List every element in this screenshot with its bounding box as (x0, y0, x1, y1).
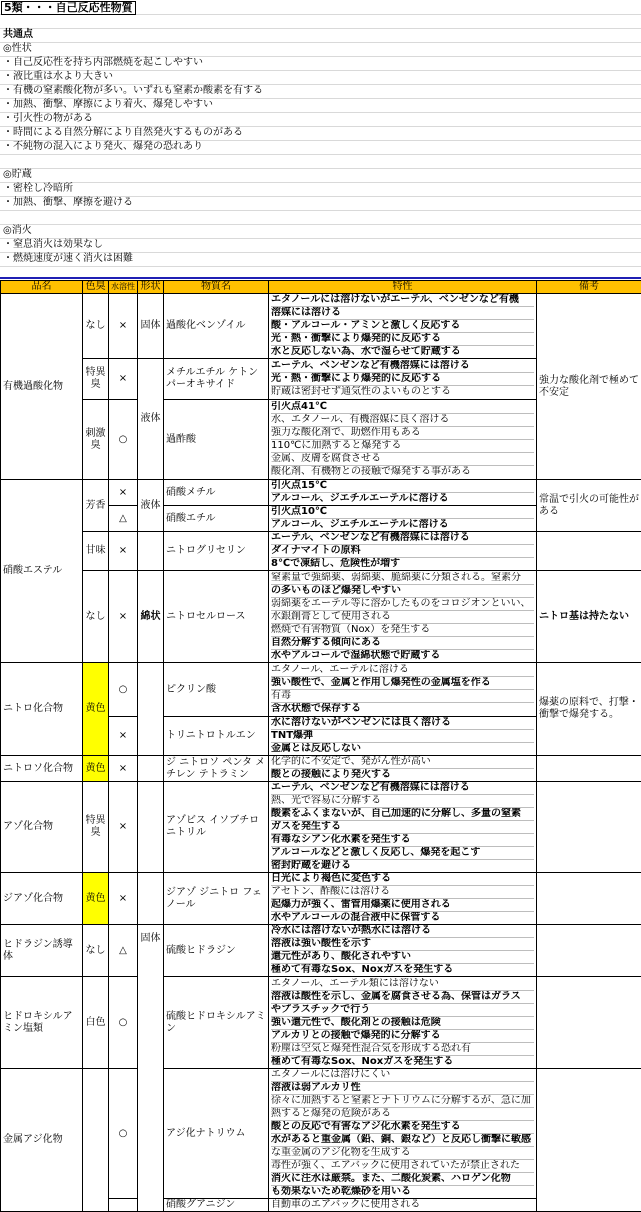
color-cell (83, 1069, 109, 1212)
color-cell: 黄色 (83, 663, 109, 756)
traits-cell (269, 1069, 537, 1199)
trait-line: 還元性があり、酸化されやすい (271, 951, 534, 964)
color-cell: なし (83, 571, 109, 663)
property-line: ・加熱、衝撃、摩擦により着火、爆発しやすい (3, 99, 213, 111)
trait-line: 密封貯蔵を避ける (271, 860, 534, 872)
shape-cell (138, 663, 164, 756)
shape-cell (138, 873, 164, 925)
color-cell: 黄色 (83, 873, 109, 925)
color-cell: 白色 (83, 977, 109, 1069)
traits-cell (269, 294, 537, 359)
substance-cell: 硝酸メチル (164, 480, 269, 506)
trait-line: エタノールには溶けないがエーテル、ベンゼンなど有機 (271, 294, 534, 307)
trait-line: 粉塵は空気と爆発性混合気を形成する恐れ有 (271, 1043, 534, 1056)
trait-line: 溶液は弱アルカリ性 (271, 1082, 534, 1095)
extinguish-line: ・窒息消火は効果なし (3, 239, 103, 251)
table-row (1, 1069, 641, 1199)
common-heading: 共通点 (3, 29, 33, 41)
trait-line: 強い酸性で、金属と作用し爆発性の金属塩を作る (271, 677, 534, 690)
header-shape: 形状 (138, 281, 164, 294)
shape-cell (138, 532, 164, 571)
traits-cell (269, 1199, 537, 1212)
trait-line: な重金属のアジ化物を生成する (271, 1147, 534, 1160)
table-row (1, 480, 641, 506)
trait-line: 貯蔵は密封せず通気性のよいものとする (271, 386, 534, 398)
solubility-cell: × (109, 571, 138, 663)
color-cell: 刺激臭 (83, 400, 109, 480)
storage-line: ・密栓し冷暗所 (3, 183, 73, 195)
remark-cell: 常温で引火の可能性がある (537, 480, 641, 532)
trait-line: 水と反応しない為、水で湿らせて貯蔵する (271, 346, 534, 358)
shape-cell (138, 756, 164, 782)
trait-line: ダイナマイトの原料 (271, 545, 534, 558)
trait-line: も効果ないため乾燥砂を用いる (271, 1186, 534, 1198)
property-line: ・引火性の物がある (3, 113, 93, 125)
substance-cell: トリニトロトルエン (164, 717, 269, 756)
trait-line: 含水状態で保存する (271, 703, 534, 715)
color-cell: 特異臭 (83, 359, 109, 400)
traits-cell (269, 663, 537, 717)
remark-cell (537, 756, 641, 782)
remark-cell: 爆薬の原料で、打撃・衝撃で爆発する。 (537, 663, 641, 756)
trait-line: 溶液は酸性を示し、金属を腐食させる為、保管はガラス (271, 991, 534, 1004)
shape-cell: 液体 (138, 480, 164, 532)
remark-cell (537, 1069, 641, 1212)
substance-cell: アジ化ナトリウム (164, 1069, 269, 1199)
solubility-cell: × (109, 480, 138, 506)
trait-line: 極めて有毒なSox、Noxガスを発生する (271, 1056, 534, 1068)
trait-line: ガスを発生する (271, 821, 534, 834)
color-cell: なし (83, 294, 109, 359)
substance-cell: 硫酸ヒドラジン (164, 925, 269, 977)
trait-line: 水、エタノール、有機溶媒に良く溶ける (271, 414, 534, 427)
solubility-cell: × (109, 717, 138, 756)
table-row (1, 571, 641, 663)
color-cell: 特異臭 (83, 782, 109, 873)
trait-line: 熱、光で容易に分解する (271, 795, 534, 808)
trait-line: 消火に注水は厳禁。また、二酸化炭素、ハロゲン化物 (271, 1173, 534, 1186)
substance-cell: 過酢酸 (164, 400, 269, 480)
properties-heading: ◎性状 (3, 43, 32, 55)
trait-line: 徐々に加熱すると窒素とナトリウムに分解するが、急に加 (271, 1095, 534, 1108)
traits-cell (269, 717, 537, 756)
trait-line: エタノール、エーテルに溶ける (271, 664, 534, 677)
extinguish-heading: ◎消火 (3, 225, 32, 237)
trait-line: 自然分解する傾向にある (271, 637, 534, 650)
substance-cell: 硫酸ヒドロキシルアミン (164, 977, 269, 1069)
substance-cell: 硝酸エチル (164, 506, 269, 532)
trait-line: 光・熱・衝撃により爆発的に反応する (271, 333, 534, 346)
trait-line: 毒性が強く、エアバックに使用されていたが禁止された (271, 1160, 534, 1173)
traits-cell (269, 480, 537, 506)
category-cell: ヒドロキシルアミン塩類 (1, 977, 83, 1069)
remark-cell: 強力な酸化剤で極めて不安定 (537, 294, 641, 480)
property-line: ・不純物の混入により発火、爆発の恐れあり (3, 141, 203, 153)
header-traits: 特性 (269, 281, 537, 294)
trait-line: 110℃に加熱すると爆発する (271, 440, 534, 453)
trait-line: 弱綿薬をエーテル等に溶かしたものをコロジオンといい、 (271, 598, 534, 611)
substance-cell: ニトロセルロース (164, 571, 269, 663)
substance-cell: ピクリン酸 (164, 663, 269, 717)
category-cell: アゾ化合物 (1, 782, 83, 873)
trait-line: 酸との反応で有害なアジ化水素を発生する (271, 1121, 534, 1134)
category-cell: 有機過酸化物 (1, 294, 83, 480)
sheet-title: 5類・・・自己反応性物質 (1, 1, 136, 15)
color-cell: 芳香 (83, 480, 109, 532)
trait-line: アセトン、酢酸には溶ける (271, 886, 534, 899)
solubility-cell: ○ (109, 977, 138, 1069)
solubility-cell: × (109, 782, 138, 873)
trait-line: 金属、皮膚を腐食させる (271, 453, 534, 466)
category-cell: ニトロソ化合物 (1, 756, 83, 782)
traits-cell (269, 400, 537, 480)
trait-line: 引火点10℃ (271, 506, 534, 519)
trait-line: 8℃で凍結し、危険性が増す (271, 558, 534, 570)
extinguish-line: ・燃焼速度が速く消火は困難 (3, 253, 133, 265)
trait-line: 有毒 (271, 690, 534, 703)
header-category: 品名 (1, 281, 83, 294)
remark-cell: ニトロ基は持たない (537, 571, 641, 663)
table-row (1, 756, 641, 782)
traits-cell (269, 756, 537, 782)
solubility-cell: × (109, 532, 138, 571)
trait-line: 水があると重金属（鉛、銅、銀など）と反応し衝撃に敏感 (271, 1134, 534, 1147)
trait-line: 溶媒には溶ける (271, 307, 534, 320)
substance-cell: アゾビス イソブチロ ニトリル (164, 782, 269, 873)
color-cell: 黄色 (83, 756, 109, 782)
solubility-cell: × (109, 294, 138, 359)
substance-cell: ジ ニトロソ ペンタ メチレン テトラミン (164, 756, 269, 782)
property-line: ・有機の窒素酸化物が多い。いずれも窒素か酸素を有する (3, 85, 263, 97)
substance-cell: 過酸化ベンゾイル (164, 294, 269, 359)
header-color-odor: 色臭 (83, 281, 109, 294)
trait-line: 酸化剤、有機物との接触で爆発する事がある (271, 466, 534, 478)
trait-line: 酸素をふくまないが、自己加速的に分解し、多量の窒素 (271, 808, 534, 821)
solubility-cell (109, 1199, 138, 1212)
trait-line: エーテル、ベンゼンなど有機溶媒には溶ける (271, 360, 534, 373)
property-line: ・液比重は水より大きい (3, 71, 113, 83)
table-row (1, 663, 641, 717)
traits-cell (269, 925, 537, 977)
substance-cell: メチルエチル ケトン パーオキサイド (164, 359, 269, 400)
shape-cell: 綿状 (138, 571, 164, 663)
trait-line: 化学的に不安定で、発がん性が高い (271, 756, 534, 769)
color-cell: なし (83, 925, 109, 977)
trait-line: TNT爆弾 (271, 730, 534, 743)
category-cell: 硝酸エステル (1, 480, 83, 663)
trait-line: 金属とは反応しない (271, 743, 534, 755)
category-cell: 金属アジ化物 (1, 1069, 83, 1212)
shape-cell: 固体 (138, 294, 164, 359)
trait-line: エーテル、ベンゼンなど有機溶媒には溶ける (271, 532, 534, 545)
trait-line: 強い還元性で、酸化剤との接触は危険 (271, 1017, 534, 1030)
table-header-row (1, 281, 641, 294)
header-solubility: 水溶性 (109, 281, 138, 294)
shape-cell: 液体 (138, 359, 164, 480)
traits-cell (269, 977, 537, 1069)
table-row (1, 782, 641, 873)
traits-cell (269, 506, 537, 532)
category-cell: ヒドラジン誘導体 (1, 925, 83, 977)
trait-line: 熱すると爆発の危険がある (271, 1108, 534, 1121)
trait-line: の多いものほど爆発しやすい (271, 585, 534, 598)
remark-cell (537, 873, 641, 925)
remark-cell (537, 925, 641, 977)
trait-line: アルカリとの接触で爆発的に分解する (271, 1030, 534, 1043)
trait-line: 溶液は強い酸性を示す (271, 938, 534, 951)
solubility-cell: ○ (109, 400, 138, 480)
trait-line: 自動車のエアバックに使用される (271, 1199, 534, 1211)
trait-line: 燃焼で有害物質（Nox）を発生する (271, 624, 534, 637)
substance-cell: ニトログリセリン (164, 532, 269, 571)
trait-line: アルコール、ジエチルエーテルに溶ける (271, 519, 534, 531)
trait-line: 酸・アルコール・アミンと激しく反応する (271, 320, 534, 333)
trait-line: 酸との接触により発火する (271, 769, 534, 781)
trait-line: エタノールには溶けにくい (271, 1069, 534, 1082)
shape-cell: 固体 (138, 925, 164, 1212)
solubility-cell: × (109, 873, 138, 925)
table-row (1, 977, 641, 1069)
substance-cell: ジアゾ ジニトロ フェノール (164, 873, 269, 925)
trait-line: 水やアルコールで湿綿状態で貯蔵する (271, 650, 534, 662)
storage-line: ・加熱、衝撃、摩擦を避ける (3, 197, 133, 209)
property-line: ・時間による自然分解により自然発火するものがある (3, 127, 243, 139)
trait-line: 起爆力が強く、雷管用爆薬に使用される (271, 899, 534, 912)
trait-line: 強力な酸化剤で、助燃作用もある (271, 427, 534, 440)
trait-line: 引火点41℃ (271, 401, 534, 414)
table-row (1, 532, 641, 571)
trait-line: アルコール、ジエチルエーテルに溶ける (271, 493, 534, 505)
color-cell: 甘味 (83, 532, 109, 571)
hazard-table (0, 280, 641, 1212)
category-cell: ジアゾ化合物 (1, 873, 83, 925)
remark-cell (537, 782, 641, 873)
solubility-cell: △ (109, 925, 138, 977)
remark-cell (537, 532, 641, 571)
header-remarks: 備考 (537, 281, 641, 294)
solubility-cell: ○ (109, 663, 138, 717)
trait-line: アルコールなどと激しく反応し、爆発を起こす (271, 847, 534, 860)
trait-line: 窒素量で強綿薬、弱綿薬、脆綿薬に分類される。窒素分 (271, 572, 534, 585)
remark-cell (537, 977, 641, 1069)
trait-line: 日光により褐色に変色する (271, 873, 534, 886)
traits-cell (269, 359, 537, 400)
trait-line: 光・熱・衝撃により爆発的に反応する (271, 373, 534, 386)
solubility-cell: △ (109, 506, 138, 532)
solubility-cell: ○ (109, 1069, 138, 1199)
table-row (1, 925, 641, 977)
trait-line: やプラスチックで行う (271, 1004, 534, 1017)
trait-line: 水に溶けないがベンゼンには良く溶ける (271, 717, 534, 730)
trait-line: 水銀創膏として使用される (271, 611, 534, 624)
property-line: ・自己反応性を持ち内部燃焼を起こしやすい (3, 57, 203, 69)
trait-line: 極めて有毒なSox、Noxガスを発生する (271, 964, 534, 976)
solubility-cell: × (109, 756, 138, 782)
traits-cell (269, 873, 537, 925)
table-row (1, 873, 641, 925)
traits-cell (269, 571, 537, 663)
category-cell: ニトロ化合物 (1, 663, 83, 756)
shape-cell (138, 782, 164, 873)
trait-line: エタノール、エーテル類には溶けない (271, 978, 534, 991)
traits-cell (269, 782, 537, 873)
trait-line: エーテル、ベンゼンなど有機溶媒には溶ける (271, 782, 534, 795)
header-substance: 物質名 (164, 281, 269, 294)
solubility-cell: × (109, 359, 138, 400)
trait-line: 冷水には溶けないが熱水には溶ける (271, 925, 534, 938)
trait-line: 引火点15℃ (271, 480, 534, 493)
trait-line: 有毒なシアン化水素を発生する (271, 834, 534, 847)
table-row (1, 294, 641, 359)
storage-heading: ◎貯蔵 (3, 169, 32, 181)
traits-cell (269, 532, 537, 571)
substance-cell: 硝酸グアニジン (164, 1199, 269, 1212)
trait-line: 水やアルコールの混合液中に保管する (271, 912, 534, 924)
